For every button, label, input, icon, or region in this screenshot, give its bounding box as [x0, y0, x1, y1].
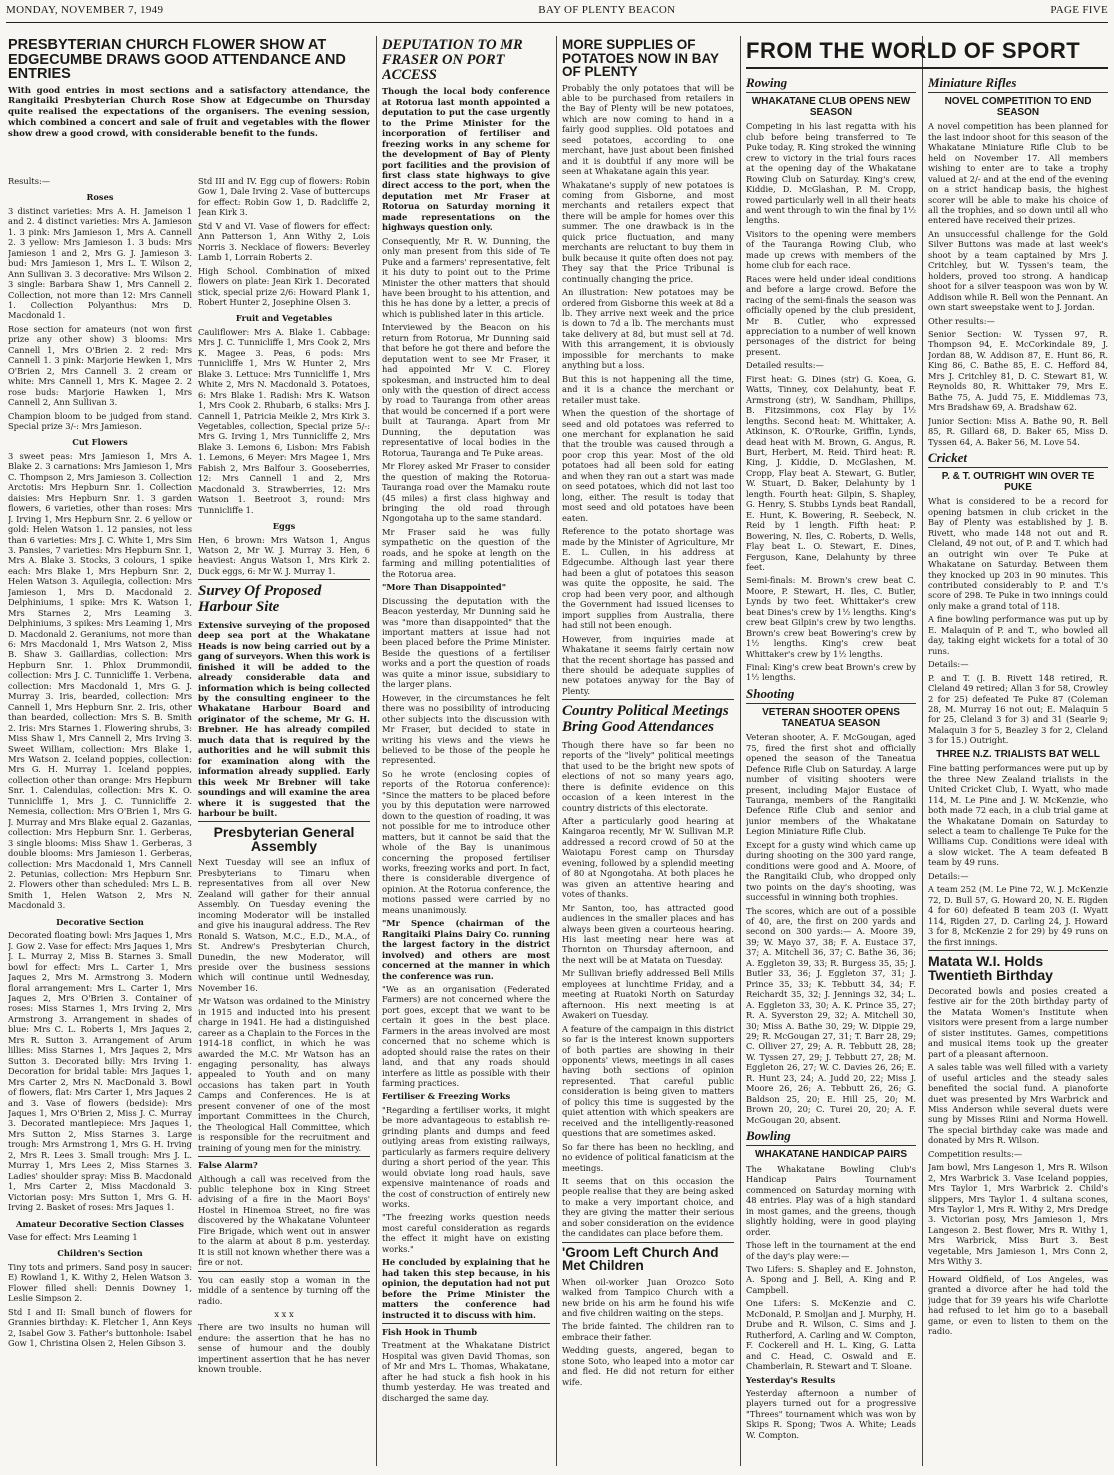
column-5	[746, 72, 916, 1466]
deputation-headline: DEPUTATION TO MR FRASER ON PORT ACCESS	[382, 37, 523, 83]
deputation-p8: "Mr Spence (chairman of the Rangitaiki Plains Dairy Co. running the largest factory in the district involved) and others are most concerned at the manner in which the conference was run.	[382, 918, 550, 981]
roses-results: 3 distinct varieties: Mrs A. H. Jameison 1 and 2. 4 distinct varieties: Mrs A. Jamieson 1. 3 pink: Mrs Jamieson 1, Mrs A. Cannell 2. 3 yellow: Mrs Jamieson 1. 3 buds: Mrs Jamieson 1 and 2, Mrs G. J. Jamieson 3. bud: Mrs Jamieson 1, Mrs L. T. Wilson 2, Ann Sullivan 3. 3 decorative: Mrs Wilson 2. 3 single: Barbara Shaw 1, Mrs Cannell 2. Collection, not more than 12: Mrs Cannell 1. Collection Polyanthus: Mrs D. Macdonald 1.	[8, 205, 192, 321]
flower-headline: PRESBYTERIAN CHURCH FLOWER SHOW AT EDGECUMBE DRAWS GOOD ATTENDANCE AND ENTRIES	[8, 37, 346, 82]
column-4	[562, 36, 734, 1466]
rowing-p5: First heat: G. Dines (str) G. Koea, G. Watts, Tinney, cox Delahunty, beat F. Armstrong (str), W. Sandham, Phillips, B. Fitzsimmons, cox Flay by 1½ lengths. Second heat: M. Whittaker, A. Atkinson, K. O'Rourke, Griffin, Lynds, dead heat with M. Brown, G. Angus, R. Burt, Herbert, M. Reid. Third heat: R. King, J. Kiddie, D. McGlashen, M. Cropp, Flay beat A. Stewart, G. Butler, W. Stuart, D. Baker, Delahunty by 1 length. Fourth heat: Gilpin, S. Shapley, G. Henry, S. Stubbs Lynds beat Randall, E. Hunt, K. Bowering, R. Seebeck, N. Reid by 1 length. Fifth heat: P. Bowering, N. Iles, C. Roberts, D. Wells, Flay beat L. O. Stewart, E. Dines, Ferguson, Kane, Delahunty by three feet.	[746, 373, 916, 572]
rifles-p2: An unsuccessful challenge for the Gold Silver Buttons was made at last week's shoot by a team captained by Mrs J. Critchley, but W. Tyssen's team, the holders, proved too strong. A handicap shoot for a silver teaspoon was won by W. Addison while R. Bell won the Pennant. An own start sweepstake went to J. Jordan.	[928, 228, 1108, 313]
fruit-heading: Fruit and Vegetables	[235, 313, 333, 324]
alarm-headline: False Alarm?	[198, 1160, 258, 1171]
cut-flowers-heading: Cut Flowers	[72, 437, 128, 448]
political-p3: Mr Santon, too, has attracted good audiences in the smaller places and has always been given a courteous hearing. His last meeting near here was at Thornton on Thursday afternoon, and the next will be at Matata on Tuesday.	[562, 902, 734, 965]
assembly-p1: Next Tuesday will see an influx of Presbyterians to Timaru when representatives from all over New Zealand will gather for their annual Assembly. On Tuesday evening the incoming Moderator will be installed and give his inaugural address. The Rev Ronald S. Watson, M.C., E.D., M.A., of St. Andrew's Presbyterian Church, Dunedin, the new Moderator, will preside over the business sessions which will continue until Wednesday, November 16.	[198, 857, 370, 993]
flower-headline-block	[8, 36, 370, 178]
bowling-p2: Those left in the tournament at the end of the day's play were:—	[746, 1240, 916, 1261]
matata-p2: A sales table was well filled with a variety of useful articles and the steady sales benefited the social fund. A pianoforte duet was presented by Mrs Warbrick and Miss Anderson while several duets were sung by Misses Riini and Norma Howell. The special birthday cake was made and donated by Mrs R. Wilson.	[928, 1062, 1108, 1146]
rowing-p7: Final: King's crew beat Brown's crew by 1½ lengths.	[746, 662, 916, 683]
column-rule	[740, 36, 741, 1466]
decorative-results: Decorated floating bowl: Mrs Jaques 1, Mrs J. Gow 2. Vase for effect: Mrs Jaques 1, Mrs J. L. Murray 2, Miss B. Starnes 3. Small bowl for effect: Mrs L. Carter 1, Mrs Jaques 2, Mrs M. Armstrong 3. Modern floral arrangement: Mrs L. Carter 1, Mrs Jaques 2, Mrs O'Brien 3. Container of roses: Miss Starnes 1, Mrs Irving 2, Mrs Armstrong 3. Arrangement in shades of blue: Mrs C. L. Roberts 1, Mrs Jaques 2, Mrs R. Sutton 3. Arrangement of Arum lillies: Miss Starnes 1, Mrs Jaques 2, Mrs Sutton 3. Decorated billy: Mrs Irving 1. Decoration for bridal table: Mrs Jaques 1, Mrs Carter 2, Mrs N. MacDonald 3. Bowl of flowers, flat: Mrs Carter 1, Mrs Jaques 2 and 3. Vase of flowers (bedside): Mrs Jaques 1, Mrs O'Brien 2, Miss J. C. Murray 3. Decorated mantlepiece: Mrs Jaques 1, Mrs Sutton 2, Miss Starnes 3. Large trough: Mrs Armstrong 1, Mrs G. H. Irving 2, Mrs R. Lees 3. Small trough: Mrs J. L. Murray 1, Mrs Lees 2, Miss Starnes 3. Ladies' shoulder spray: Miss B. Macdonald 1, Mrs Carter 2, Miss Macdonald 3. Victorian posy: Mrs Sutton 1, Mrs G. H. Irving 2. Basket of roses: Mrs Jaques 1.	[8, 930, 192, 1213]
potatoes-headline: MORE SUPPLIES OF POTATOES NOW IN BAY OF PLENTY	[562, 37, 719, 79]
eggs-heading: Eggs	[272, 521, 296, 532]
masthead-date: MONDAY, NOVEMBER 7, 1949	[6, 4, 164, 16]
rowing-p6: Semi-finals: M. Brown's crew beat C. Moore, P. Stewart, H. Iles, C. Butler, Lynds by two feet. Whittaker's crew beat Dines's crew by 1½ lengths. King's crew beat Gilpin's crew by two lengths. Brown's crew beat Bowering's crew by 1½ lengths. King's crew beat Whittaker's crew by 1½ lengths.	[746, 575, 916, 659]
groom-p3: Wedding guests, angered, began to stone Soto, who leaped into a motor car and fled. He did not return for either wife.	[562, 1345, 734, 1387]
divider	[928, 1270, 1108, 1271]
fish-hook-headline: Fish Hook in Thumb	[382, 1327, 478, 1337]
bowling-p4: One Lifers: S. McKenzie and C. McDonald, P. Smoljan and J. Murphy, H. Drube and R. Wilson, C. Sims and J. Rutherford, A. Carling and W. Compton, F. Cockerell and H. L. King, G. Latta and C. Head, C. Oswald and E. Chamberlain, R. Stewart and T. Sloane.	[746, 1298, 916, 1372]
decorative-heading: Decorative Section	[56, 916, 144, 927]
deputation-p9: "We as an organisation (Federated Farmers) are not concerned where the port goes, except that we want to be certain it goes in the best place. Farmers in the areas involved are most concerned that no scheme which is adopted should raise the rates on their land, and that any roads should interfere as little as possible with their farming practices.	[382, 983, 550, 1089]
amateur-results: Vase for effect: Mrs Leaming 1	[8, 1231, 138, 1242]
roses-heading: Roses	[86, 192, 114, 203]
trialists-headline: THREE N.Z. TRIALISTS BAT WELL	[936, 748, 1100, 760]
divider	[198, 821, 370, 822]
rowing-p1: Competing in his last regatta with his club before being transferred to Te Puke today, R. King stroked the winning crew to victory in the trial fours races at the opening day of the Whakatane Rowing Club on Saturday. King's crew, Kiddie, D. McGlashan, P. M. Cropp, rowed particularly well in all their heats and went through to win the final by 1½ lengths.	[746, 121, 916, 226]
groom-p1: When oil-worker Juan Orozco Soto walked from Tampico Church with a new bride on his arm he found his wife and five children waiting on the steps.	[562, 1276, 734, 1319]
shooting-p1: Veteran shooter, A. F. McGougan, aged 75, fired the first shot and officially opened the season of the Taneatua Defence Rifle Club on Saturday. A large number of visiting shooters were present, including Major Eustace of Tauranga, members of the Rangitaiki Defence Rifle Club and senior and junior members of the Whakatane Legion Miniature Rifle Club.	[746, 732, 916, 837]
yesterday-headline: Yesterday's Results	[746, 1374, 836, 1385]
harbour-body: Extensive surveying of the proposed deep sea port at the Whakatane Heads is now being carried out by a gang of surveyors. When this work is finished it will be added to the already considerable data and information which is being collected by the consulting engineer to the Whakatane Harbour Board and originator of the scheme, Mr G. H. Brebner. He has already compiled much data that is required by the authorities and he will submit this for examination along with the information already supplied. Early this week Mr Brebner will take soundings and will examine the area where it is suggested that the harbour be built.	[198, 619, 370, 818]
column-rule	[376, 36, 377, 1466]
column-2	[198, 176, 370, 1466]
trialists-p2: Details:—	[928, 870, 969, 881]
potatoes-p1: Probably the only potatoes that will be able to be purchased from retailers in the Bay of Plenty will be new potatoes, which are now coming to hand in a fairly good supplies. Old potatoes and seed potatoes, according to one merchant, have just about been finished and it is doubtful if any more will be seen at Whakatane again this year.	[562, 82, 734, 177]
divider	[562, 1242, 734, 1243]
potatoes-p2: Whakatane's supply of new potatoes is coming from Gisborne, and most merchants and retailers expect that there will be ample for homes over this summer. The one drawback is in the quick price fluctuation, and many merchants are reluctant to buy them in bulk because it quite often does not pay. They say that the Price Tribunal is continually changing the price.	[562, 179, 734, 284]
deputation-p3: Mr Florey asked Mr Fraser to consider the question of making the Rotorua-Tauranga road over the Mamaku route (45 miles) a first class highway and bringing the old road through Ngongotaha up to the same standard.	[382, 461, 550, 524]
divider	[198, 1156, 370, 1157]
fish-hook-body: Treatment at the Whakatane District Hospital was given David Thomas, son of Mr and Mrs L. Thomas, Whakatane, after he had stuck a fish hook in his thumb yesterday. He was treated and discharged the same day.	[382, 1340, 550, 1403]
sport-banner	[746, 36, 1108, 70]
alarm-p3: There are two insults no human will endure: the assertion that he has no sense of humour and the doubly impertinent assertion that he has never known trouble.	[198, 1322, 370, 1375]
potatoes-p6: Reference to the potato shortage was made by the Minister of Agriculture, Mr E. L. Cullen, in his address at Edgecumbe. Although last year there had been a glut of potatoes this season was quite the opposite, he said. The crop had been very poor, and although the Government had issued licenses to import supplies from Australia, there had still not been enough.	[562, 526, 734, 631]
rifles-p4: Senior Section: W. Tyssen 97, R. Thompson 94, E. McCorkindale 89, J. Jordan 88, W. Addison 87, E. Hunt 86, R. King 86, C. Bathe 85, E. C. Hefford 84, Mrs J. Critchley 81, D. C. Stewart 81, W. Reynolds 80, R. Whittaker 79, Mrs E. Bathe 75, A. Judd 75, E. Middlemas 73, Mrs Bradshaw 69, A. Bradshaw 62.	[928, 328, 1108, 413]
deputation-p7: So he wrote (enclosing copies of reports of the Rotorua conference): "Since the matters to be placed before you by this deputation were narrowed down to the question of roading, it was not possible for me to introduce other matters, but it cannot be said that the whole of the Bay is unanimous concerning the proposed fertiliser works, freezing works and port. In fact, there is considerable divergence of opinion. At the Rotorua conference, the motions passed were carried by no means unanimously.	[382, 768, 550, 915]
column-rule	[922, 36, 923, 1466]
cricket-p1: What is considered to be a record for opening batsmen in club cricket in the Bay of Plenty was established by J. B. Rivett, who made 148 not out and R. Cleland, 49 not out, of P. and T. which had an outright win over Te Puke at Whakatane on Saturday. Between them they knocked up 203 in 90 minutes. This contributed considerably to P. and T.'s score of 298. Te Puke in two innings could only make a grand total of 118.	[928, 496, 1108, 611]
assembly-headline: Presbyterian General Assembly	[213, 824, 355, 855]
deputation-p11: "The freezing works question needs most careful consideration as regards the effect it might have on existing works."	[382, 1212, 550, 1254]
roses-champion: Champion bloom to be judged from stand. Special prize 3/-: Mrs Jamieson.	[8, 410, 192, 431]
column-rule	[556, 36, 557, 1466]
rifles-section: Miniature Rifles	[928, 75, 1108, 93]
deputation-p10: "Regarding a fertiliser works, it might be more advantageous to establish re-grinding plants and dumps and feed outlying areas from existing railways, particularly as farmers require delivery during a short period of the year. This would obviate long road hauls, save expensive maintenance of roads and the cost of construction of entirely new works.	[382, 1104, 550, 1210]
shooting-headline: VETERAN SHOOTER OPENS TANEATUA SEASON	[762, 707, 900, 729]
political-p2: After a particularly good hearing at Kaingaroa recently, Mr W. Sullivan M.P. addressed a record crowd of 50 at the Waiotapu Forest camp on Thursday evening, followed by a splendid meeting of 80 at Ngongotaha. At both places he was given an attentive hearing and votes of thanks.	[562, 816, 734, 900]
sport-title: FROM THE WORLD OF SPORT	[746, 36, 1108, 69]
cut-flowers-results: 3 sweet peas: Mrs Jamieson 1, Mrs A. Blake 2. 3 carnations: Mrs Jamieson 1, Mrs C. Thompson 2, Mrs Jamieson 3. Collection Arctotis: Mrs Hepburn Snr. 1. Collection daisies: Mrs Hepburn Snr. 1. 3 garden flowers, 6 varieties, other than roses: Mrs J. Irving 1, Mrs Hepburn Snr. 2. 6 yellow or gold: Helen Watson 1. 12 pansies, not less than 6 varieties: Mrs J. C. White 1, Mrs Sim 3. Pansies, 7 varieties: Mrs Hepburn Snr. 1, Mrs A. Blake 3. Stocks, 3 colours, 1 spike each: Mrs Blake 1, Mrs Hepburn Snr. 2, Helen Watson 3. Aquilegia, collection: Mrs Jamieson 1, Mrs D. Macdonald 2. Delphiniums, 1 spike: Mrs K. Watson 1, Mrs Starnes 2, Mrs Leaming 3. Delphiniums, 3 spikes: Mrs Leaming 1, Mrs D. Macdonald 2. Geraniums, not more than 6: Mrs Macdonald 1, Mrs Watson 2, Miss B. Shaw 3. Gaillardias, collection: Mrs Hepburn Snr. 1. Phlox Drummondii, collection: Mrs J. C. Tunnicliffe 1. Verbena, collection: Mrs Macdonald 1, Mrs G. J. Murray 3. Iris, bearded, collection: Mrs Cannell 1, Mrs Hepburn Snr. 2. Iris, other than bearded, collection: Mrs S. B. Smith 2. Iris: Mrs Starnes 1. Flowering shrubs, 3: Miss Shaw 1, Mrs Cannell 2, Mrs Irving 3. Sweet William, collection: Mrs Blake 1, Mrs Watson 2. Iceland poppies, collection: Mrs G. H. Murray 1. Iceland poppies, collection other than orange: Mrs Hepburn Snr. 1. Calendulas, collection: Mrs K. O. Tunnicliffe 1, Mrs J. C. Tunnicliffe 2. Nemesia, collection: Mrs O'Brien 1, Mrs G. J. Murray and Mrs Blake equal 2. Gazanias, collection: Mrs Hepburn Snr. 1. Gerberas, 3 single blooms: Miss Shaw 1. Gerberas, 3 double blooms: Mrs Jamieson 1. Gerberas, collection: Mrs Macdonald 1, Mrs Cannell 2. Petunias, collection: Mrs Hepburn Snr. 2. Flowers other than scheduled: Mrs L. B. Smith 1, Helen Watson 2, Mrs N. Macdonald 3.	[8, 450, 192, 911]
political-p5: A feature of the campaign in this district so far is the interest known supporters of both parties are showing in their opponents' views, meetings in all cases having both sections of opinion represented. That careful public consideration is being given to matters of policy this time is suggested by the quiet attention with which speakers are received and the intelligently-reasoned questions that are sometimes asked.	[562, 1023, 734, 1139]
rifles-p1: A novel competition has been planned for the last indoor shoot for this season of the Whakatane Miniature Rifle Club to be held on November 17. All members wishing to enter are to take a trophy valued at 2/- and at the end of the evening on a strict handicap basis, the highest scorer will be able to make his choice of all the trophies, and so down until all who entered have received their prizes.	[928, 121, 1108, 226]
rowing-p4: Detailed results:—	[746, 360, 824, 371]
cricket-p2: A fine bowling performance was put up by E. Malaquin of P. and T., who bowled all day, taking eight wickets for a total of 30 runs.	[928, 614, 1108, 656]
children-results: Tiny tots and primers. Sand posy in saucer: E) Rowland 1, K. Withy 2, Helen Watson 3. Flower filled shell: Dennis Downey 1, Leslie Simpson 2.	[8, 1261, 192, 1304]
political-headline: Country Political Meetings Bring Good Attendances	[562, 703, 729, 736]
cricket-p3: Details:—	[928, 659, 969, 670]
cricket-p4: P. and T. (J. B. Rivett 148 retired, R. Cleland 49 retired; Allan 3 for 58, Crowley 2 for 25) defeated Te Puke 87 (Coleman 28, M. Murray 16 not out; E. Malaquin 5 for 25, Cleland 3 for 3) and 31 (Searle 9; Malaquin 3 for 5, Beazley 3 for 2, Cleland 3 for 15.) Outright.	[928, 672, 1108, 746]
column-1	[8, 176, 192, 1466]
yesterday-body: Yesterday afternoon a number of players turned out for a progressive "Threes" tournament which was won by Skips R. Spong; Twos A. White; Leads W. Compton.	[746, 1388, 916, 1440]
separator: x x x	[274, 1309, 294, 1319]
groom-headline: 'Groom Left Church And Met Children	[562, 1244, 719, 1274]
divider	[382, 1323, 550, 1324]
matata-p3: Competition results:—	[928, 1148, 1023, 1159]
deputation-p12: He concluded by explaining that he had taken this step because, in his opinion, the deputation had not put before the Prime Minister the matters the conference had instructed it to discuss with him.	[382, 1257, 550, 1320]
political-p6: So far there has been no heckling, and no evidence of political fanaticism at the meetings.	[562, 1141, 734, 1173]
potatoes-p5: When the question of the shortage of seed and old potatoes was referred to one merchant for explanation he said that the trouble was caused through a poor crop this year. Most of the old potatoes had all been sold for eating and when they ran out a start was made on seed potatoes, which did not last too long, either. The result is today that most seed and old potatoes have been eaten.	[562, 408, 734, 523]
political-p7: It seems that on this occasion the people realise that they are being asked to make a very important choice, and they are giving the matter their serious and sober consideration on the evidence the candidates can place before them.	[562, 1175, 734, 1239]
children-results-2: Std I and II: Small bunch of flowers for Grannies birthday: K. Fletcher 1, Ann Keys 2, Isabel Gow 3. Father's buttonhole: Isabel Gow 1, Christina Olsen 2, Helen Gibson 3.	[8, 1306, 192, 1349]
divider	[198, 579, 370, 580]
matata-headline: Matata W.I. Holds Twentieth Birthday	[928, 952, 1053, 983]
roses-amateur-results: Rose section for amateurs (not won first prize any other show) 3 blooms: Mrs Cannell 1, Mrs O'Brien 2. 2 red: Mrs Cannell 1. 3 pink: Marjorie Hewken 1, Mrs O'Brien 2, Mrs Cannell 3. 2 cream or white: Mrs Cannell 1, Mrs K. Magee 2. 2 rose buds: Marjorie Hawken 1, Mrs Cannell 2, Ann Sullivan 3.	[8, 323, 192, 408]
bowling-p3: Two Lifers: S. Shapley and E. Johnston, A. Spong and J. Bell, A. King and P. Campbell.	[746, 1264, 916, 1295]
column-3	[382, 36, 550, 1466]
rowing-section: Rowing	[746, 75, 916, 93]
shooting-p2: Except for a gusty wind which came up during shooting on the 300 yard range, conditions were good and A. Moore, of the Rangitaiki Club, who dropped only two points on the day's shooting, was successful in winning both trophies.	[746, 839, 916, 903]
rifles-p5: Junior Section: Miss A. Bathe 90, R. Bell 85, R. Gillard 68, D. Baker 65, Miss D. Tyssen 64, A. Baker 56, M. Love 54.	[928, 415, 1108, 447]
shooting-p3: The scores, which are out of a possible of 40, are, the first on 200 yards and second on 300 yards:— A. Moore 39, 39; W. Mayo 37, 38; F. A. Eustace 37, 37; A. Mitchell 36, 37; C. Bathe 36, 36; A. Eggleton 39, 33; R. Burgess 35, 35; J. Butler 33, 36; J. Eggleton 37, 31; J. Prince 35, 33; K. Tebbutt 34, 34; F. Reichardt 35, 32; J. Jennings 32, 34; L. A. Eggleton 33, 30; A. K. Prince 35, 27; R. A. Syverston 29, 32; A. Mitchell 30, 30; Miss A. Bathe 30, 29; W. Dippie 29, 29; R. McGougan 27, 31; T. Barr 28, 29; C. Olliver 27, 29; A. R. Tebbutt 28, 28; W. Tyssen 27, 29; J. Tebbutt 27, 28; M. Eggleton 26, 27; W. C. Davies 26, 26; E. R. Hunt 23, 24; A. Judd 20, 22; Miss J. Moore 26, 26; A. Tebbutt 26, 26; G. Baldson 25, 20; E. Hill 25, 20; M. Brown 20, 20; C. Turei 20, 20; A. F. McGougan 20, absent.	[746, 905, 916, 1125]
trialists-p1: Fine batting performances were put up by the three New Zealand trialists in the United Cricket Club, I. Wyatt, who made 114, M. Le Pine and J. W. McKenzie, who both made 72 each, in a club trial game at the Whakatane Domain on Saturday to select a team to challenge Te Puke for the Williams Cup. Conditions were ideal with a slow wicket. The A team defeated B team by 49 runs.	[928, 763, 1108, 868]
rowing-p3: Races were held under ideal conditions and before a large crowd. Before the racing of the semi-finals the season was officially opened by the club president, Mr B. Cutler, who expressed appreciation to a number of well known personages of the district for being present.	[746, 273, 916, 357]
rifles-headline: NOVEL COMPETITION TO END SEASON	[944, 96, 1092, 118]
matata-p4: Jam bowl, Mrs Langeson 1, Mrs R. Wilson 2, Mrs Warbrick 3. Vase Iceland poppies, Mrs Taylor 1, Mrs Warbrick 2. Child's slippers, Mrs Taylor 1. 4 sultana scones, Mrs Taylor 1, Mrs R. Withy 2, Mrs Dredge 3. Victorian posy, Mrs Jamieson 1, Mrs Langeson 2. Best flower, Mrs R. Withy 1, Mrs Warbrick, Miss Burt 3. Best vegetable, Mrs Jamieson 1, Mrs Conn 2, Mrs Withy 3.	[928, 1162, 1108, 1267]
trialists-p3: A team 252 (M. Le Pine 72, W. J. McKenzie 72, D. Bull 57, G. Howard 20, N. E. Rigden 4 for 60) defeated B team 203 (I. Wyatt 114, Rigden 27, D. Carling 24, J. Howard 3 for 8, McKenzie 2 for 29) by 49 runs on the first innings.	[928, 884, 1108, 947]
deputation-lead: Though the local body conference at Rotorua last month appointed a deputation to put the case urgently to the Prime Minister for the incorporation of fertiliser and freezing works in any scheme for the development of Bay of Plenty port facilities and the provision of first class state highways to give direct access to the port, when the deputation met Mr Fraser at Rotorua on Saturday morning it made representations on the highways question only.	[382, 86, 550, 233]
cricket-headline: P. & T. OUTRIGHT WIN OVER TE PUKE	[941, 471, 1095, 493]
std5-results: Std V and VI. Vase of flowers for effect: Ann Patterson 1, Ann Withy 2, Lois Norris 3. Necklace of flowers: Beverley Lamb 1, Lorrain Roberts 2.	[198, 220, 370, 263]
deputation-subhead-2: Fertiliser & Freezing Works	[382, 1091, 511, 1102]
deputation-p2: Interviewed by the Beacon on his return from Rotorua, Mr Dunning said that before he got there and before the deputation went to see Mr Fraser, it had appointed Mr V. C. Florey spokesman, and instructed him to deal only with the question of direct access by road to Tauranga from other areas that would be concerned if a port were built at Tauranga. Apart from Mr Dunning, the deputation was representative of local bodies in the Rotorua, Tauranga and Te Puke areas.	[382, 322, 550, 458]
amateur-heading: Amateur Decorative Section Classes	[16, 1218, 184, 1229]
rowing-p2: Visitors to the opening were members of the Tauranga Rowing Club, who made up crews with members of the home club for each race.	[746, 228, 916, 271]
masthead-paper: BAY OF PLENTY BEACON	[538, 4, 676, 16]
fruit-results: Cauliflower: Mrs A. Blake 1. Cabbage: Mrs J. C. Tunnicliffe 1, Mrs Cook 2, Mrs K. Magee 3. Peas, 6 pods: Mrs Tunnicliffe 1, Mrs W. Hunter 2, Mrs Blake 3. Lettuce: Mrs Tunnicliffe 1, Mrs White 2, Mrs N. Macdonald 3. Potatoes, 6: Mrs Blake 1. Radish: Mrs K. Watson 1, Mrs Cook 2. Rhubarb, 6 stalks: Mrs J. Cannell 1, Patricia Meikle 2, Mrs Kirk 3. Vegetables, collection, Special prize 5/-: Mrs G. Irving 1, Mrs Tunnicliffe 2, Mrs Blake 3. Lemons 6, Lisbon: Mrs Fabish 1. Lemons, 6 Meyer: Mrs Magee 1, Mrs Fabish 2, Mrs Balfour 3. Gooseberries, 12: Mrs Cannell 1 and 2, Mrs Macdonald 3. Strawberries, 12: Mrs Watson 1. Beetroot 3, round: Mrs Tunnicliffe 1.	[198, 326, 370, 515]
bowling-p1: The Whakatane Bowling Club's Handicap Pairs Tournament commenced on Saturday morning with 48 entries. Play was of a high standard in most games, and the greens, though slightly holding, were in good playing order.	[746, 1163, 916, 1237]
masthead-page: PAGE FIVE	[1050, 4, 1108, 16]
flower-lead: With good entries in most sections and a satisfactory attendance, the Rangitaiki Presbyterian Church Rose Show at Edgecumbe on Thursday quite realised the expectations of the organisers. The evening session, which combined a concert and sale of fruit and vegetables with the flower show drew a good crowd, with considerable benefit to the funds.	[8, 85, 370, 139]
divider	[198, 1271, 370, 1272]
cricket-section: Cricket	[928, 450, 1108, 468]
harbour-headline: Survey Of Proposed Harbour Site	[198, 583, 322, 616]
masthead	[6, 4, 1108, 23]
deputation-subhead-1: "More Than Disappointed"	[382, 582, 507, 593]
deputation-p6: However, in the circumstances he felt there was no possibility of introducing other subjects into the discussion with Mr Fraser, but decided to state in writing his views and the views he believed to be those of the people he represented.	[382, 692, 550, 766]
alarm-p1: Although a call was received from the public telephone box in King Street advising of a fire in the Maori Boys' Hostel in Hinemoa Street, no fire was discovered by the Whakatane Volunteer Fire Brigade, which went out in answer to the alarm at about 8 p.m. yesterday. It is still not known whether there was a fire or not.	[198, 1173, 370, 1268]
divider	[562, 699, 734, 700]
oldfield-body: Howard Oldfield, of Los Angeles, was granted a divorce after he had told the judge that for 39 years his wife Charlotte had refused to let him go to a baseball game, or even to listen to them on the radio.	[928, 1273, 1108, 1337]
deputation-p4: Mr Fraser said he was fully sympathetic on the question of the roads, and he spoke at length on the farming and milling potentialities of the Rotorua area.	[382, 526, 550, 579]
deputation-p5: Discussing the deputation with the Beacon yesterday, Mr Dunning said he was "more than disappointed" that the important matters at issue had not been placed before the Prime Minister. Beside the questions of a fertiliser works and a port the question of roads was quite a minor issue, subsidiary to the larger plans.	[382, 595, 550, 690]
eggs-results: Hen, 6 brown: Mrs Watson 1, Angus Watson 2, Mr W. J. Murray 3. Hen, 6 heaviest: Angus Watson 1, Mrs Kirk 2. Duck eggs, 6: Mr W. J. Murray 1.	[198, 534, 370, 576]
bowling-headline: WHAKATANE HANDICAP PAIRS	[754, 1149, 908, 1161]
assembly-p2: Mr Watson was ordained to the Ministry in 1915 and inducted into his present charge in 1941. He had a distinguished career as a Chaplain to the Forces in the 1914-18 conflict, in which he was awarded the M.C. Mr Watson has an engaging personality, has always appealed to Youth and on many occasions has taken part in Youth Camps and Conferences. He is at present convener of one of the most important Committees in the Church, the Theological Hall Committee, which is responsible for the recruitment and training of young men for the ministry.	[198, 996, 370, 1153]
potatoes-p3: An illustration: New potatoes may be ordered from Gisborne this week at 8d a lb. They arrive next week and the price is down to 7d a lb. The merchants must take delivery at 8d, but must sell at 7d. With this arrangement, it is obviously impossible for merchants to make anything but a loss.	[562, 287, 734, 371]
political-p1: Though there have so far been no reports of the "lively" political meetings that used to be the bright new spots of elections of not so many years ago, there is definite evidence on this occasion of a keen interest in the country districts of this electorate.	[562, 739, 734, 813]
alarm-p2: You can easily stop a woman in the middle of a sentence by turning off the radio.	[198, 1274, 370, 1306]
shooting-section: Shooting	[746, 686, 916, 704]
divider	[928, 950, 1108, 951]
rowing-headline: WHAKATANE CLUB OPENS NEW SEASON	[751, 96, 911, 118]
column-6	[928, 72, 1108, 1466]
rifles-p3: Other results:—	[928, 315, 995, 326]
political-p4: Mr Sullivan briefly addressed Bell Mills employees at lunchtime Friday, and a meeting at Ruatoki North on Saturday afternoon. His next meeting is at Awakeri on Tuesday.	[562, 968, 734, 1021]
bowling-section: Bowling	[746, 1128, 916, 1146]
results-label: Results:—	[8, 176, 51, 186]
deputation-p1: Consequently, Mr R. W. Dunning, the only man present from this side of Te Puke and a farmers' representative, felt it his duty to point out to the Prime Minister the other matters that should have been brought to his attention, and this he has done by a letter, a precis of which is published later in this article.	[382, 235, 550, 319]
high-school-results: High School. Combination of mixed flowers on plate: Jean Kirk 1. Decorated stick, special prize 2/6: Howard Plank 1, Robert Hunter 2, Josephine Olsen 3.	[198, 265, 370, 307]
groom-p2: The bride fainted. The children ran to embrace their father.	[562, 1321, 734, 1342]
potatoes-p7: However, from inquiries made at Whakatane it seems fairly certain now that the recent shortage has passed and there should be adequate supplies of new potatoes anyway for the Bay of Plenty.	[562, 633, 734, 696]
potatoes-p4: But this is not happening all the time, and it is a chance the merchant or retailer must take.	[562, 373, 734, 405]
children-heading: Children's Section	[57, 1248, 143, 1259]
matata-p1: Decorated bowls and posies created a festive air for the 20th birthday party of the Matata Women's Institute when visitors were present from a large number of sister institutes. Games, competitions and musical items took up the greater part of a pleasant afternoon.	[928, 985, 1108, 1059]
std3-results: Std III and IV. Egg cup of flowers: Robin Gow 1, Dale Irving 2. Vase of buttercups for effect: Robin Gow 1, D. Radcliffe 2, Jean Kirk 3.	[198, 176, 370, 218]
